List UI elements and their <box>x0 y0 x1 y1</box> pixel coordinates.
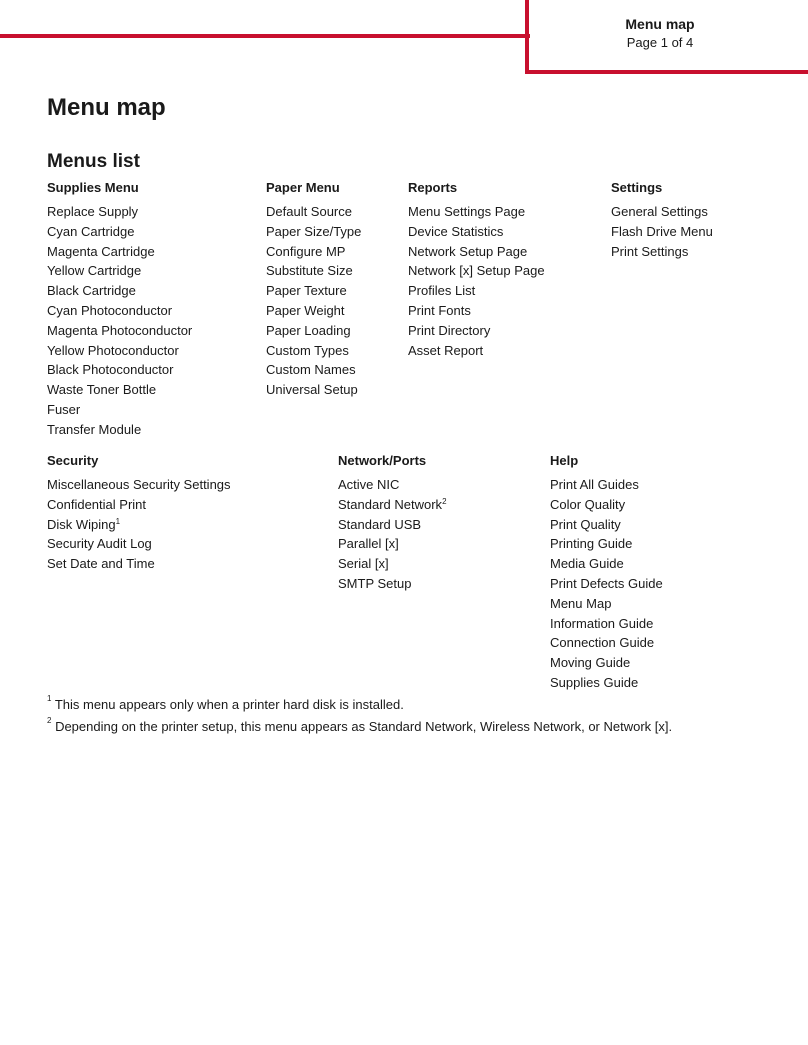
menu-item: Print All Guides <box>550 477 639 492</box>
header-rule-vertical <box>525 0 529 74</box>
menu-item: Replace Supply <box>47 204 139 219</box>
menu-item: Paper Size/Type <box>266 223 362 239</box>
menu-item: Information Guide <box>550 615 654 631</box>
footnote-mark: 2 <box>47 716 52 725</box>
column-heading: Help <box>550 453 579 468</box>
footnote-ref: 1 <box>115 516 121 526</box>
menu-item-label: Disk Wiping <box>47 516 116 532</box>
menu-item: Default Source <box>266 204 352 219</box>
footnote-mark: 1 <box>47 694 52 703</box>
menu-item: Paper Weight <box>266 302 345 318</box>
menu-item: Print Fonts <box>408 302 471 318</box>
menu-item: Cyan Photoconductor <box>47 302 173 318</box>
menu-item: Confidential Print <box>47 496 146 512</box>
menu-item: Network [x] Setup Page <box>408 263 545 279</box>
menu-item: Paper Texture <box>266 283 347 299</box>
menu-item-standard-network <box>338 495 447 515</box>
menu-item: Security Audit Log <box>47 536 152 552</box>
menu-item: Menu Map <box>550 595 612 611</box>
footnote-1 <box>47 694 404 712</box>
column-network-ports <box>338 451 447 594</box>
menu-item: Substitute Size <box>266 263 353 279</box>
menu-item: Flash Drive Menu <box>611 223 713 239</box>
section-title: Menus list <box>47 151 140 172</box>
menu-item: Magenta Photoconductor <box>47 322 193 338</box>
menu-item-label: Standard Network <box>338 496 443 512</box>
menu-item: Color Quality <box>550 496 626 512</box>
header-rule-left <box>0 34 530 38</box>
menu-item: Custom Names <box>266 362 356 378</box>
menu-item: Supplies Guide <box>550 674 639 690</box>
column-paper-menu <box>266 178 361 400</box>
menu-item: Magenta Cartridge <box>47 243 155 259</box>
menu-item: Print Settings <box>611 243 689 259</box>
column-security <box>47 451 231 574</box>
menu-item: Cyan Cartridge <box>47 223 135 239</box>
footnote-text: Depending on the printer setup, this menu appears as Standard Network, Wireless Network, or Network [x]. <box>51 719 673 734</box>
column-heading: Security <box>47 453 99 468</box>
header-rule-bottom <box>525 70 808 74</box>
menu-item: Yellow Photoconductor <box>47 342 179 358</box>
menu-item: General Settings <box>611 204 708 219</box>
column-heading: Supplies Menu <box>47 180 139 195</box>
menu-item: Active NIC <box>338 477 400 492</box>
menu-item: Print Directory <box>408 322 491 338</box>
column-settings <box>611 178 713 261</box>
menu-item: Media Guide <box>550 556 624 572</box>
menu-item: Device Statistics <box>408 223 504 239</box>
header-title: Menu map <box>625 16 695 32</box>
menu-item: Network Setup Page <box>408 243 528 259</box>
menu-item: SMTP Setup <box>338 575 412 591</box>
column-heading: Settings <box>611 180 663 195</box>
header-page-number: Page 1 of 4 <box>626 35 694 50</box>
menu-item-disk-wiping <box>47 515 231 535</box>
menu-item: Custom Types <box>266 342 349 358</box>
column-heading: Network/Ports <box>338 453 427 468</box>
menu-item: Set Date and Time <box>47 556 155 572</box>
column-supplies-menu <box>47 178 192 440</box>
page-title: Menu map <box>47 94 166 121</box>
menu-item: Serial [x] <box>338 556 389 572</box>
menu-item: Fuser <box>47 401 81 417</box>
menu-item: Connection Guide <box>550 635 655 651</box>
menu-item: Miscellaneous Security Settings <box>47 477 231 492</box>
menu-item: Profiles List <box>408 283 476 299</box>
menu-item: Transfer Module <box>47 421 142 437</box>
menu-item: Waste Toner Bottle <box>47 382 157 398</box>
menu-item: Universal Setup <box>266 382 358 398</box>
menu-item: Print Quality <box>550 516 621 532</box>
menu-item: Yellow Cartridge <box>47 263 142 279</box>
menu-item: Paper Loading <box>266 322 351 338</box>
column-heading: Paper Menu <box>266 180 340 195</box>
column-heading: Reports <box>408 180 458 195</box>
column-help <box>550 451 663 693</box>
menu-item: Standard USB <box>338 516 422 532</box>
menu-item: Configure MP <box>266 243 346 259</box>
menu-item: Black Photoconductor <box>47 362 174 378</box>
menu-item: Menu Settings Page <box>408 204 526 219</box>
menu-item: Asset Report <box>408 342 484 358</box>
menu-item: Printing Guide <box>550 536 633 552</box>
menu-item: Black Cartridge <box>47 283 136 299</box>
menu-item: Moving Guide <box>550 655 631 671</box>
column-reports <box>408 178 545 360</box>
footnote-text: This menu appears only when a printer hard disk is installed. <box>51 697 404 712</box>
menu-item: Parallel [x] <box>338 536 399 552</box>
menu-item: Print Defects Guide <box>550 575 663 591</box>
footnote-ref: 2 <box>442 496 447 506</box>
footnote-2 <box>47 716 673 734</box>
